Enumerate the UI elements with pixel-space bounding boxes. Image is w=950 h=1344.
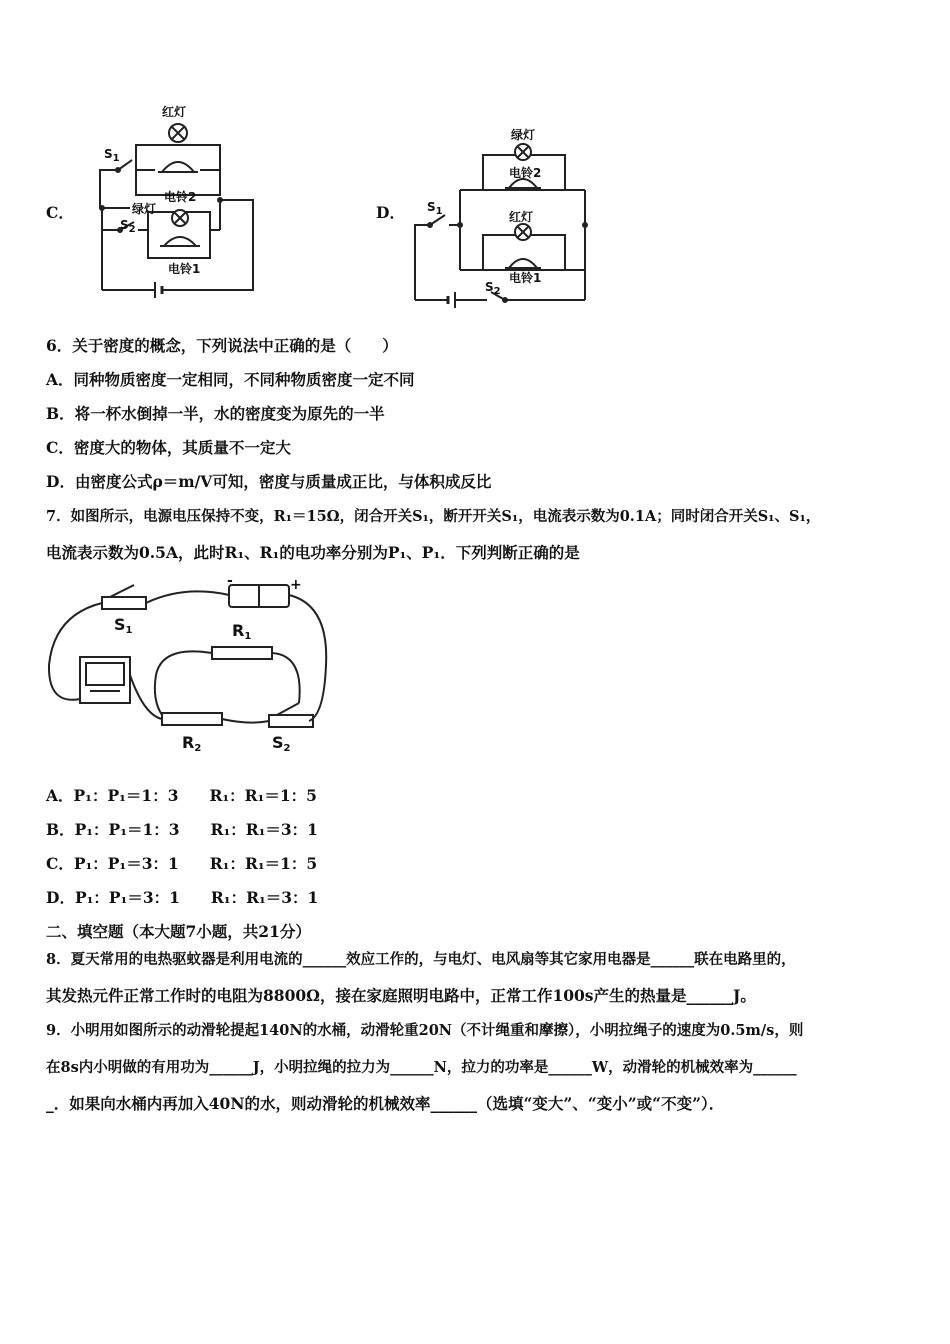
q7-fig-s1-label: $S_1$ (114, 615, 133, 636)
q7-stem-line1: 7．如图所示，电源电压保持不变，R₁＝15Ω，闭合开关S₁，断开开关S₁，电流表示数为0.1A；同时闭合开关S₁、S₁， (46, 508, 821, 525)
q8-line1: 8．夏天常用的电热驱蚊器是利用电流的______效应工作的，与电灯、电风扇等其它家用电器是______联在电路里的， (46, 951, 796, 968)
fig-d-s2-label: $S_2$ (485, 280, 501, 297)
section-heading: 二、填空题（本大题7小题，共21分） (46, 922, 311, 941)
fig-d-s1-label: $S_1$ (427, 200, 443, 217)
circuit-figure-d (405, 120, 605, 320)
fig-d-bell1-label: 电铃1 (509, 271, 542, 285)
q6-option-b: B．将一杯水倒掉一半，水的密度变为原先的一半 (46, 404, 385, 423)
q6-option-a: A．同种物质密度一定相同，不同种物质密度一定不同 (46, 370, 415, 389)
q7-fig-r1-label: $R_1$ (232, 621, 252, 642)
q7-option-b: B．P₁：P₁＝1：3 R₁：R₁＝3：1 (46, 820, 318, 839)
option-c-label: C． (46, 203, 74, 222)
q7-fig-plus-label: + (290, 577, 302, 593)
fig-c-green-lamp-label: 绿灯 (132, 202, 157, 216)
fig-c-bell2-label: 电铃2 (164, 190, 197, 204)
fig-d-bell2-label: 电铃2 (509, 166, 542, 180)
fig-c-red-lamp-label: 红灯 (162, 105, 187, 119)
q6-option-c: C．密度大的物体，其质量不一定大 (46, 438, 291, 457)
fig-c-s1-label: $S_1$ (104, 147, 120, 164)
q9-line2: 在8s内小明做的有用功为______J，小明拉绳的拉力为______N，拉力的功率是______W，动滑轮的机械效率为______ (46, 1059, 797, 1076)
circuit-figure-q7 (44, 575, 334, 765)
q7-option-d: D．P₁：P₁＝3：1 R₁：R₁＝3：1 (46, 888, 319, 907)
q7-fig-r2-label: $R_2$ (182, 733, 202, 754)
q7-option-a: A．P₁：P₁＝1：3 R₁：R₁＝1：5 (46, 786, 317, 805)
fig-c-bell1-label: 电铃1 (168, 262, 201, 276)
q9-line3: _．如果向水桶内再加入40N的水，则动滑轮的机械效率______（选填“变大”、“变小”或“不变”）． (46, 1094, 725, 1113)
q6-option-d: D．由密度公式ρ＝m/V可知，密度与质量成正比，与体积成反比 (46, 472, 492, 491)
fig-d-red-lamp-label: 红灯 (509, 210, 534, 224)
q9-line1: 9．小明用如图所示的动滑轮提起140N的水桶，动滑轮重20N（不计绳重和摩擦），小明拉绳子的速度为0.5m/s，则 (46, 1022, 804, 1039)
q8-line2: 其发热元件正常工作时的电阻为8800Ω，接在家庭照明电路中，正常工作100s产生的热量是______J。 (46, 986, 756, 1005)
fig-d-green-lamp-label: 绿灯 (511, 128, 536, 142)
q7-fig-minus-label: - (227, 573, 233, 589)
circuit-figure-c (70, 100, 270, 315)
option-d-label: D． (376, 203, 405, 222)
q7-option-c: C．P₁：P₁＝3：1 R₁：R₁＝1：5 (46, 854, 318, 873)
q7-stem-line2: 电流表示数为0.5A，此时R₁、R₁的电功率分别为P₁、P₁．下列判断正确的是 (46, 543, 580, 562)
q6-stem: 6．关于密度的概念，下列说法中正确的是（ ） (46, 336, 398, 355)
q7-fig-s2-label: $S_2$ (272, 733, 291, 754)
fig-c-s2-label: $S_2$ (120, 218, 136, 235)
